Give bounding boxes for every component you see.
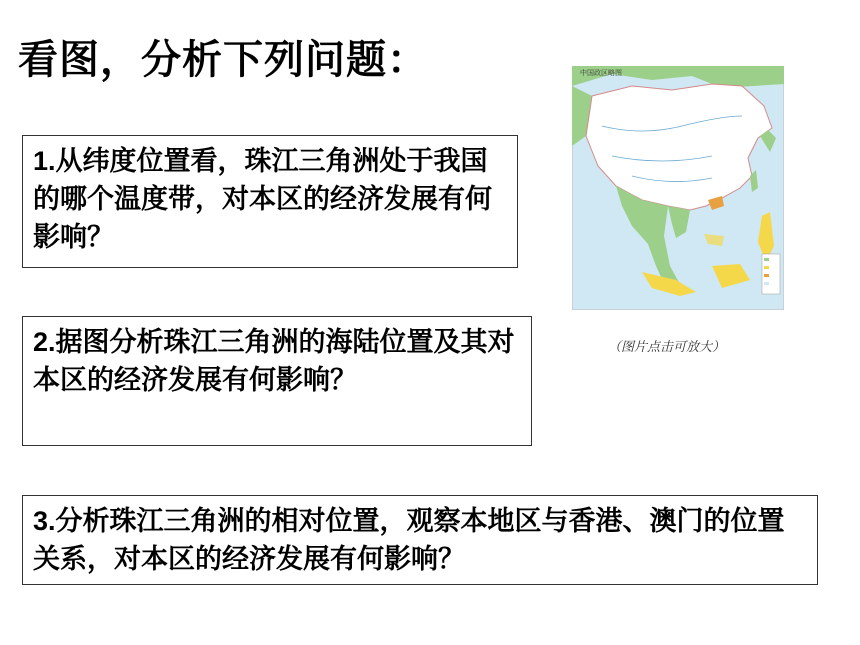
page-title: 看图，分析下列问题： (18, 37, 428, 83)
question-text: 从纬度位置看，珠江三角洲处于我国的哪个温度带，对本区的经济发展有何影响？ (33, 146, 492, 253)
question-number: 1. (33, 146, 56, 176)
question-number: 2. (33, 327, 56, 357)
question-text: 据图分析珠江三角洲的海陆位置及其对本区的经济发展有何影响？ (33, 327, 515, 396)
china-map-image[interactable] (572, 66, 784, 310)
map-title: 中国政区略图 (580, 69, 622, 77)
question-box-2 (22, 316, 532, 446)
question-number: 3. (33, 506, 56, 536)
question-box-3 (22, 495, 818, 585)
map-caption: （图片点击可放大） (608, 340, 726, 355)
question-box-1 (22, 135, 518, 268)
question-text: 分析珠江三角洲的相对位置，观察本地区与香港、澳门的位置关系，对本区的经济发展有何影响？ (33, 506, 785, 575)
china-map-graphic (572, 66, 784, 310)
